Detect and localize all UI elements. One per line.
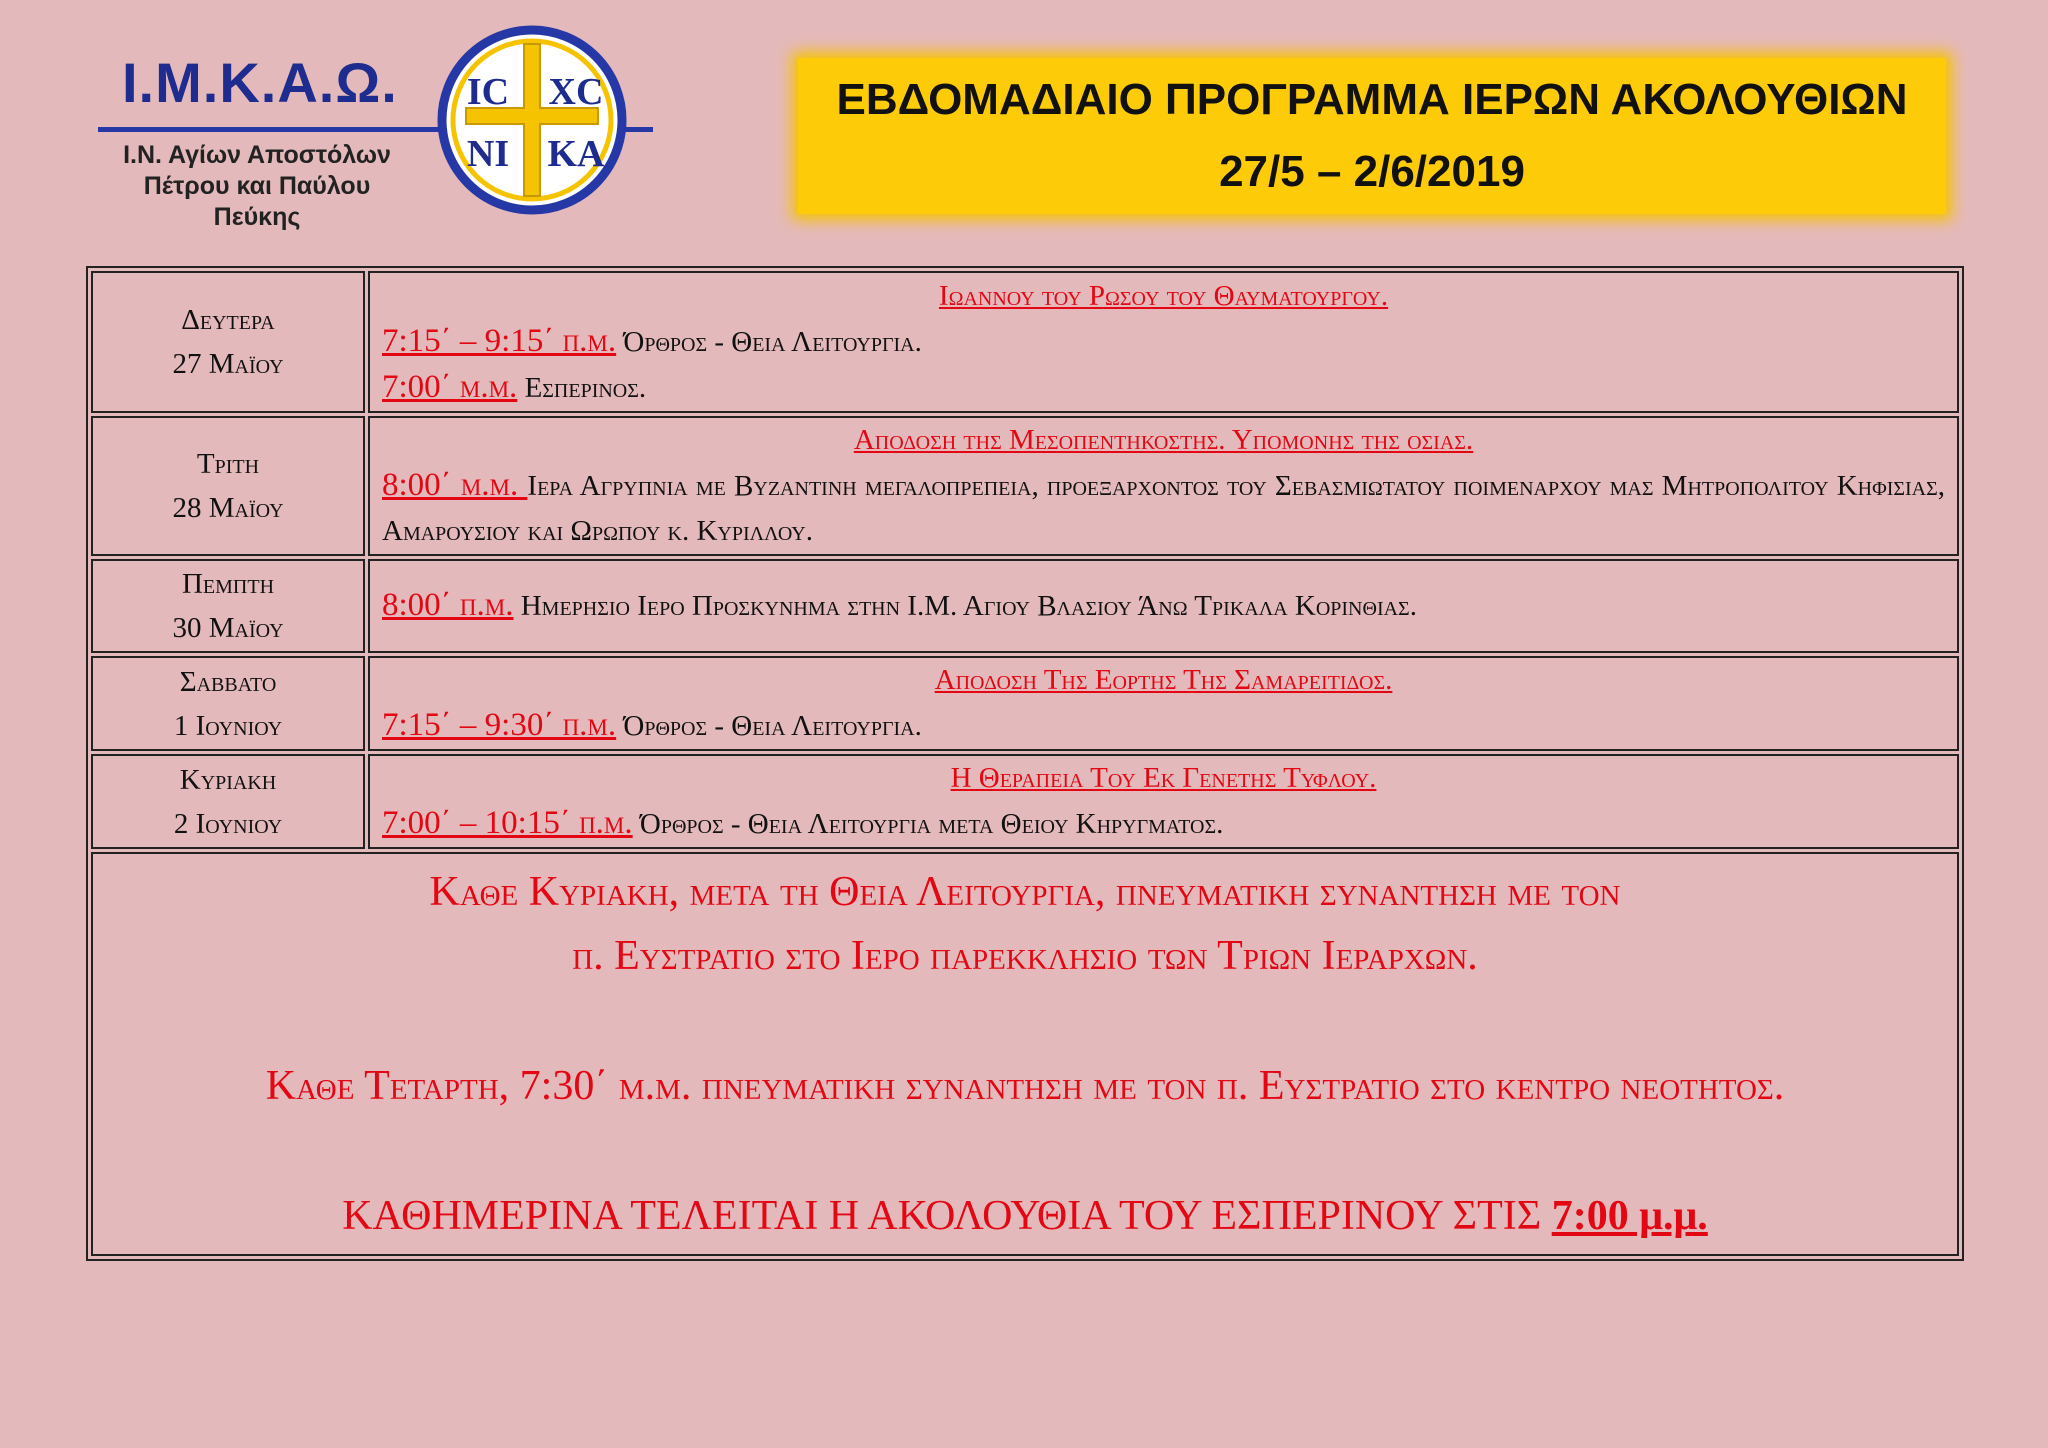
day-date: 2 Ιουνιου [173,807,283,840]
day-cell [91,416,365,556]
services-cell [368,271,1959,413]
day-date: 1 Ιουνιου [173,709,283,742]
day-name: Κυριακη [179,763,277,796]
service-line [382,583,1945,629]
service-line [382,463,1945,554]
day-name: Σαββατο [179,665,277,698]
logo-church-line3: Πεύκης [213,203,301,231]
day-date: 30 Μαϊου [172,612,284,644]
icxc-nika-seal-icon [432,20,632,220]
day-cell [91,271,365,413]
service-time: 7:15΄ – 9:15΄ π.μ. [382,322,617,359]
service-text: Όρθρος - Θεια Λειτουργια μετα Θειου Κηρυγματος. [632,808,1224,840]
daily-vespers-time: 7:00 μ.μ. [1551,1193,1708,1239]
day-date: 28 Μαϊου [172,492,284,524]
service-line [382,801,1945,847]
table-row [91,656,1959,751]
spacer [103,1118,1947,1184]
table-row [91,416,1959,556]
seal-text-bl: ΝΙ [466,133,510,175]
service-text: Εσπερινος. [517,371,647,404]
seal-text-tl: ΙC [466,71,510,113]
logo-church-name [92,140,422,233]
service-time: 8:00΄ μ.μ. [382,467,528,503]
feast-title: Αποδοση της Μεσοπεντηκοστης. Υπομονης της οσιας. [853,424,1474,456]
day-name: Πεμπτη [181,568,275,600]
day-cell [91,656,365,751]
service-line [382,703,1945,749]
seal-text-tr: ΧC [548,71,604,113]
schedule-header [798,58,1946,214]
service-time: 7:00΄ μ.μ. [382,368,518,405]
service-line [382,319,1945,365]
services-cell [368,416,1959,556]
day-cell [91,559,365,653]
service-text: Όρθρος - Θεια Λειτουργια. [616,710,922,742]
logo [92,20,652,231]
day-cell [91,754,365,849]
logo-church-line1: Ι.Ν. Αγίων Αποστόλων [123,141,391,169]
sunday-meeting-line1: Καθε Κυριακη, μετα τη Θεια Λειτουργια, πνευματικη συναντηση με τον [429,869,1621,915]
announcements-cell [91,852,1959,1256]
day-name: Τριτη [196,448,260,480]
date-range: 27/5 – 2/6/2019 [1219,147,1525,196]
day-date: 27 Μαϊου [172,348,284,380]
service-time: 8:00΄ π.μ. [382,587,514,623]
services-cell [368,656,1959,751]
service-text: Ιερα Αγρυπνια με Βυζαντινη μεγαλοπρεπεια, προεξαρχοντος του Σεβασμιωτατου ποιμεναρχου μας Μητροπολιτου Κηφισιας, Αμαρουσιου και Ωρωπου κ. Κυριλλου. [382,470,1945,547]
feast-title: Αποδοση Της Εορτης Της Σαμαρειτιδος. [934,664,1393,696]
day-name: Δευτερα [181,304,275,336]
logo-name: Ι.Μ.Κ.Α.Ω. [122,51,398,114]
service-line [382,365,1945,411]
table-row [91,559,1959,653]
feast-title: Ιωαννου του Ρωσου του Θαυματουργου. [938,279,1389,312]
wednesday-meeting: Καθε Τεταρτη, 7:30΄ μ.μ. πνευματικη συναντηση με τον π. Ευστρατιο στο κεντρο νεοτητος. [265,1063,1785,1109]
feast-title: Η Θεραπεια Του Εκ Γενετης Τυφλου. [950,762,1377,794]
services-cell [368,754,1959,849]
daily-vespers [103,1184,1947,1248]
service-text: Ημερησιο Ιερο Προσκυνημα στην Ι.Μ. Αγιου Βλασιου Άνω Τρικαλα Κορινθιας. [513,590,1417,622]
sunday-meeting-line2: π. Ευστρατιο στο Ιερο παρεκκλησιο των Τριων Ιεραρχων. [572,933,1478,979]
seal-text-br: ΚΑ [547,133,605,175]
page-title: ΕΒΔΟΜΑΔΙΑΙΟ ΠΡΟΓΡΑΜΜΑ ΙΕΡΩΝ ΑΚΟΛΟΥΘΙΩΝ [836,75,1908,124]
logo-church-line2: Πέτρου και Παύλου [143,172,371,200]
service-text: Όρθρος - Θεια Λειτουργια. [616,325,922,358]
daily-vespers-text: ΚΑΘΗΜΕΡΙΝΑ ΤΕΛΕΙΤΑΙ Η ΑΚΟΛΟΥΘΙΑ ΤΟΥ ΕΣΠΕΡΙΝΟΥ ΣΤΙΣ [342,1193,1552,1239]
spacer [103,988,1947,1054]
table-row [91,852,1959,1256]
service-time: 7:15΄ – 9:30΄ π.μ. [382,707,617,743]
table-row [91,754,1959,849]
table-row [91,271,1959,413]
services-cell [368,559,1959,653]
service-time: 7:00΄ – 10:15΄ π.μ. [382,805,633,841]
schedule-table [86,266,1964,1261]
